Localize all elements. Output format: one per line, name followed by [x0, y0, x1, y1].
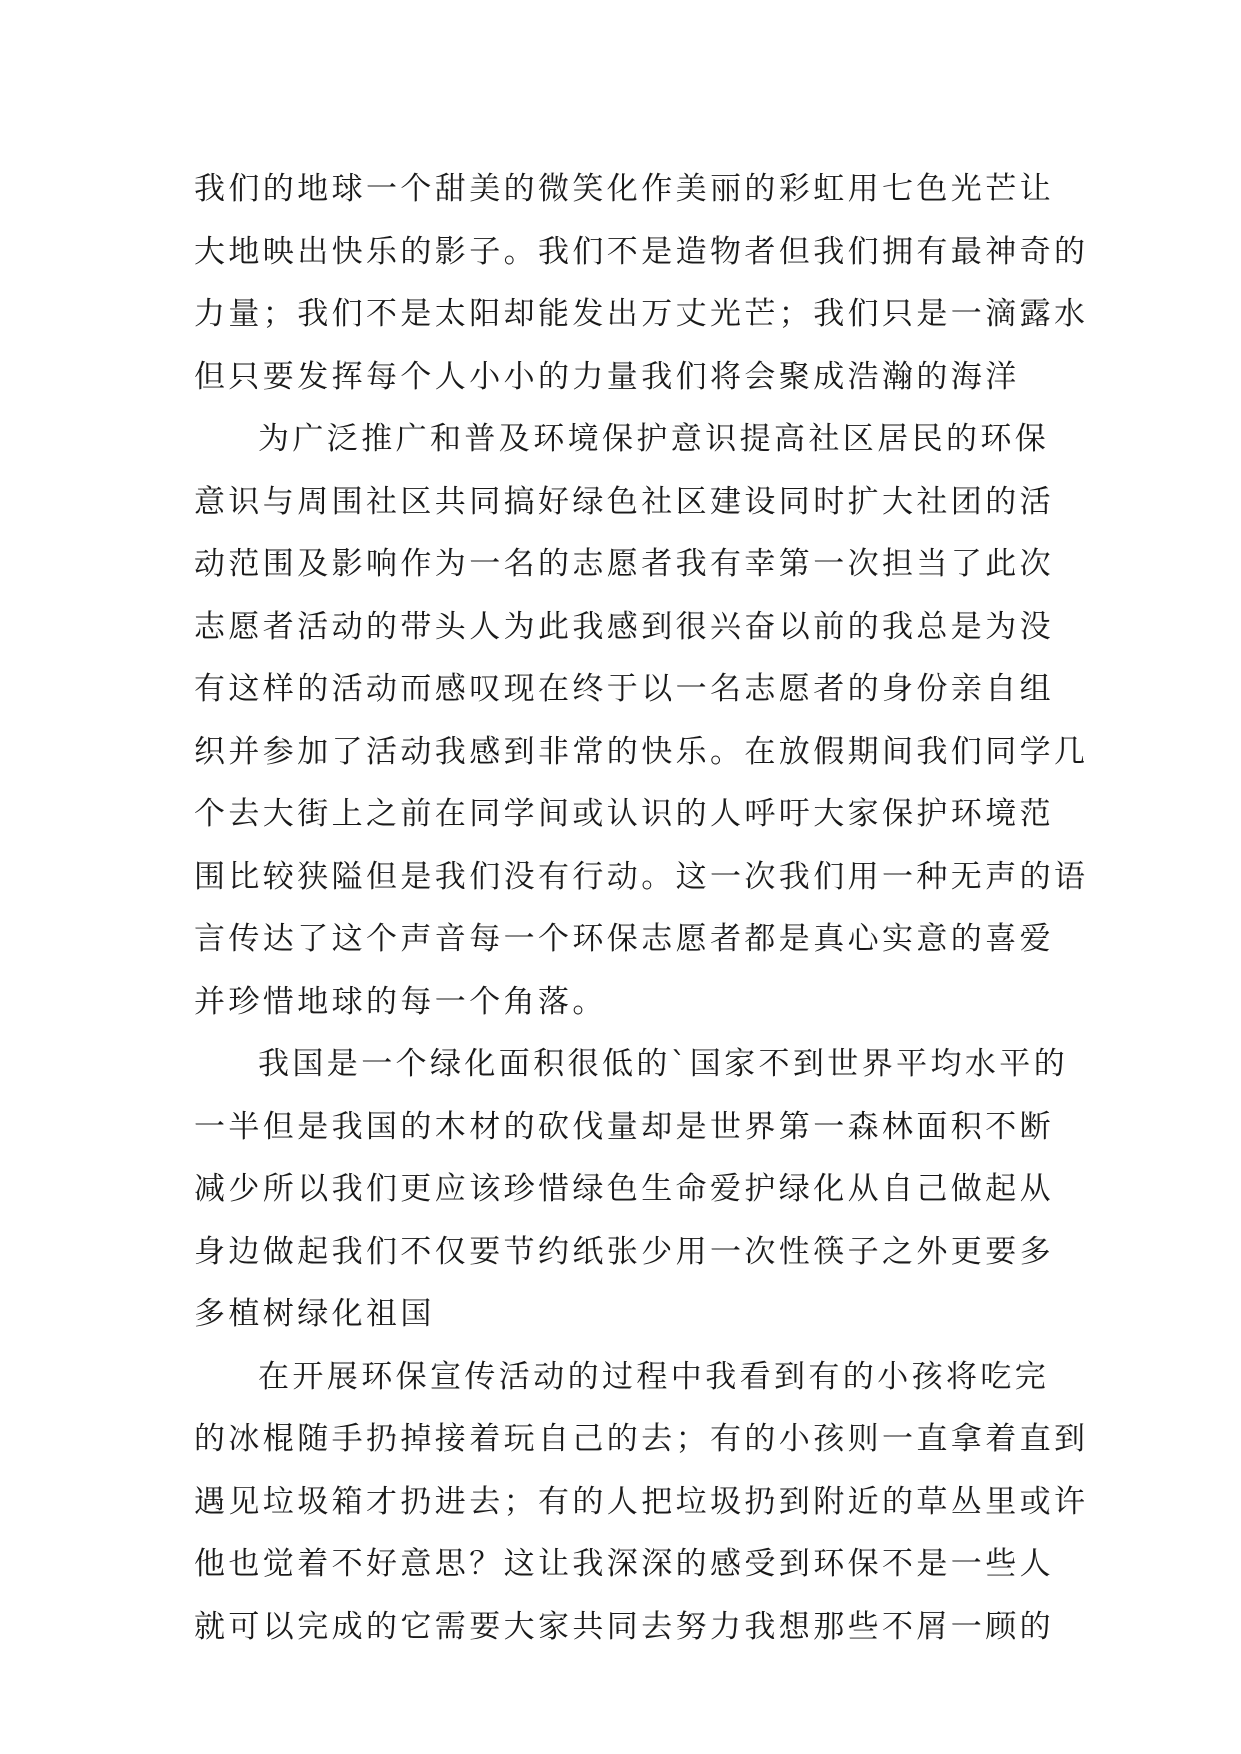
- paragraph: [194, 158, 1089, 408]
- text-line: 意识与周围社区共同搞好绿色社区建设同时扩大社团的活: [194, 483, 1054, 520]
- text-line: 力量；我们不是太阳却能发出万丈光芒；我们只是一滴露水: [194, 296, 1089, 332]
- text-line: 减少所以我们更应该珍惜绿色生命爱护绿化从自己做起从: [194, 1171, 1054, 1207]
- text-line: 为广泛推广和普及环境保护意识提高社区居民的环保: [258, 421, 1050, 457]
- text-line: 动范围及影响作为一名的志愿者我有幸第一次担当了此次: [194, 546, 1054, 582]
- text-line: 并珍惜地球的每一个角落。: [194, 983, 607, 1020]
- paragraph: [194, 1033, 1069, 1346]
- text-line: 志愿者活动的带头人为此我感到很兴奋以前的我总是为没: [194, 608, 1054, 645]
- text-line: 在开展环保宣传活动的过程中我看到有的小孩将吃完: [258, 1358, 1050, 1395]
- text-line: 织并参加了活动我感到非常的快乐。在放假期间我们同学几: [194, 733, 1089, 770]
- text-line: 就可以完成的它需要大家共同去努力我想那些不屑一顾的: [194, 1608, 1054, 1645]
- paragraph: [194, 408, 1089, 1033]
- text-line: 他也觉着不好意思？这让我深深的感受到环保不是一些人: [194, 1546, 1054, 1582]
- text-line: 遇见垃圾箱才扔进去；有的人把垃圾扔到附近的草丛里或许: [194, 1483, 1089, 1520]
- text-line: 大地映出快乐的影子。我们不是造物者但我们拥有最神奇的: [194, 233, 1089, 270]
- text-line: 围比较狭隘但是我们没有行动。这一次我们用一种无声的语: [194, 858, 1089, 895]
- text-line: 多植树绿化祖国: [194, 1296, 435, 1332]
- body-text: [194, 158, 1089, 1658]
- text-line: 身边做起我们不仅要节约纸张少用一次性筷子之外更要多: [194, 1233, 1054, 1270]
- text-line: 但只要发挥每个人小小的力量我们将会聚成浩瀚的海洋: [194, 358, 1020, 395]
- text-line: 的冰棍随手扔掉接着玩自己的去；有的小孩则一直拿着直到: [194, 1421, 1089, 1457]
- text-line: 言传达了这个声音每一个环保志愿者都是真心实意的喜爱: [194, 921, 1054, 957]
- text-line: 我国是一个绿化面积很低的`国家不到世界平均水平的: [258, 1046, 1069, 1082]
- text-line: 我们的地球一个甜美的微笑化作美丽的彩虹用七色光芒让: [194, 171, 1054, 207]
- paragraph: [194, 1346, 1089, 1659]
- text-line: 一半但是我国的木材的砍伐量却是世界第一森林面积不断: [194, 1108, 1054, 1145]
- text-line: 个去大街上之前在同学间或认识的人呼吁大家保护环境范: [194, 796, 1054, 832]
- text-line: 有这样的活动而感叹现在终于以一名志愿者的身份亲自组: [194, 671, 1054, 707]
